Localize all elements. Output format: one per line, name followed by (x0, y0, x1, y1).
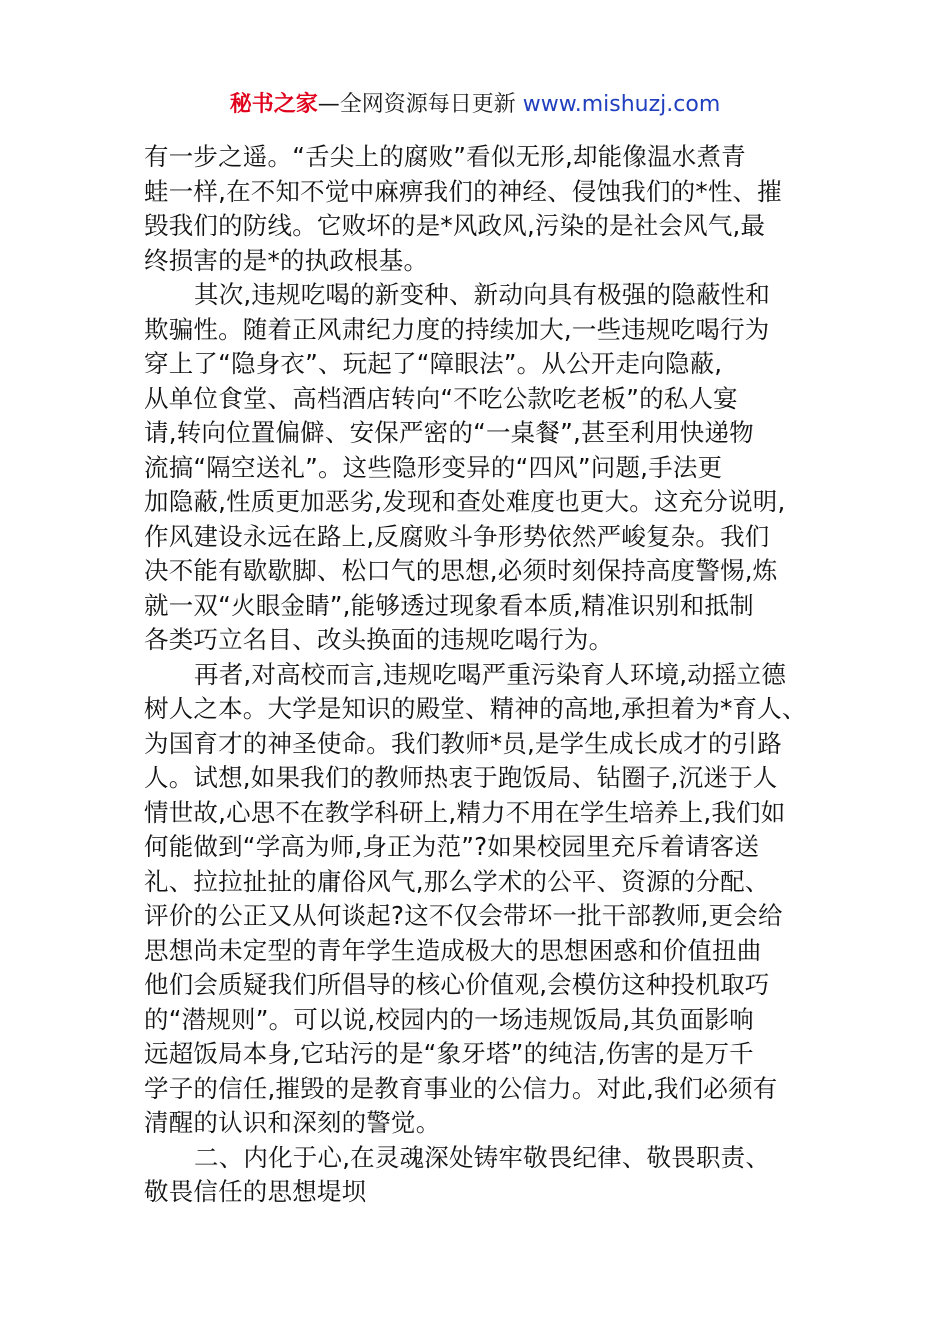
text-line: 其次,违规吃喝的新变种、新动向具有极强的隐蔽性和 (194, 280, 771, 309)
text-line: 情世故,心思不在教学科研上,精力不用在学生培养上,我们如 (144, 797, 786, 827)
text-line: 作风建设永远在路上,反腐败斗争形势依然严峻复杂。我们 (144, 521, 770, 551)
text-line: 终损害的是*的执政根基。 (144, 245, 429, 275)
text-line: 学子的信任,摧毁的是教育事业的公信力。对此,我们必须有 (144, 1073, 778, 1103)
text-line: 有一步之遥。“舌尖上的腐败”看似无形,却能像温水煮青 (144, 142, 746, 171)
text-line: 评价的公正又从何谈起?这不仅会带坏一批干部教师,更会给 (144, 901, 783, 930)
text-line: 加隐蔽,性质更加恶劣,发现和查处难度也更大。这充分说明, (144, 487, 786, 516)
text-line: 清醒的认识和深刻的警觉。 (144, 1108, 441, 1137)
text-line: 二、内化于心,在灵魂深处铸牢敬畏纪律、敬畏职责、 (194, 1142, 771, 1172)
text-line: 欺骗性。随着正风肃纪力度的持续加大,一些违规吃喝行为 (144, 314, 770, 344)
site-header (0, 88, 950, 122)
site-url-link[interactable]: www.mishuzj.com (522, 92, 721, 117)
brand-name: 秘书之家 (229, 92, 318, 117)
text-line: 蛙一样,在不知不觉中麻痹我们的神经、侵蚀我们的*性、摧 (144, 176, 782, 206)
text-line: 远超饭局本身,它玷污的是“象牙塔”的纯洁,伤害的是万千 (144, 1039, 754, 1068)
text-line: 礼、拉拉扯扯的庸俗风气,那么学术的公平、资源的分配、 (144, 866, 770, 896)
text-line: 树人之本。大学是知识的殿堂、精神的高地,承担着为*育人、 (144, 694, 807, 723)
text-line: 的“潜规则”。可以说,校园内的一场违规饭局,其负面影响 (144, 1004, 754, 1034)
text-line: 他们会质疑我们所倡导的核心价值观,会模仿这种投机取巧 (144, 970, 770, 999)
text-line: 何能做到“学高为师,身正为范”?如果校园里充斥着请客送 (144, 832, 760, 861)
text-line: 就一双“火眼金睛”,能够透过现象看本质,精准识别和抵制 (144, 590, 754, 620)
text-line: 穿上了“隐身衣”、玩起了“障眼法”。从公开走向隐蔽, (144, 349, 723, 378)
text-line: 请,转向位置偏僻、安保严密的“一桌餐”,甚至利用快递物 (144, 418, 754, 447)
text-line: 从单位食堂、高档酒店转向“不吃公款吃老板”的私人宴 (144, 383, 738, 413)
text-line: 毁我们的防线。它败坏的是*风政风,污染的是社会风气,最 (144, 211, 766, 240)
text-line: 为国育才的神圣使命。我们教师*员,是学生成长成才的引路 (144, 728, 782, 758)
text-line: 决不能有歇歇脚、松口气的思想,必须时刻保持高度警惕,炼 (144, 556, 778, 585)
text-line: 各类巧立名目、改头换面的违规吃喝行为。 (144, 625, 614, 654)
text-line: 敬畏信任的思想堤坝 (144, 1177, 367, 1206)
text-line: 再者,对高校而言,违规吃喝严重污染育人环境,动摇立德 (194, 659, 787, 689)
header-tagline: —全网资源每日更新 (317, 92, 523, 117)
text-line: 思想尚未定型的青年学生造成极大的思想困惑和价值扭曲 (144, 935, 762, 965)
document-body (144, 140, 810, 1210)
text-line: 流搞“隔空送礼”。这些隐形变异的“四风”问题,手法更 (144, 452, 723, 482)
text-line: 人。试想,如果我们的教师热衷于跑饭局、钻圈子,沉迷于人 (144, 763, 778, 792)
